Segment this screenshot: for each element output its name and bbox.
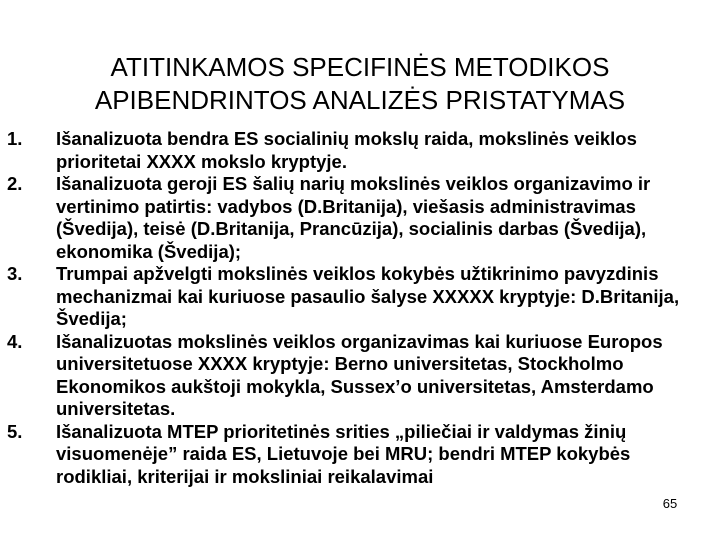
item-number: 5. — [7, 420, 23, 442]
item-number: 3. — [7, 263, 23, 284]
item-number: 2. — [7, 173, 23, 194]
item-text: Išanalizuotas mokslinės veiklos organizavimas kai kuriuose Europos universitetuose XXXX kryptyje: Berno universitetas, Stockholmo Ekonomikos aukštoji mokykla, Sussex’o universitetas, Amsterdamo universitetas. — [56, 330, 663, 419]
list-item-2 — [0, 173, 720, 263]
numbered-list — [0, 128, 720, 488]
title-line-1: ATITINKAMOS SPECIFINĖS METODIKOS — [110, 52, 610, 83]
item-text: Išanalizuota bendra ES socialinių mokslų raida, mokslinės veiklos prioritetai XXXX mokslo kryptyje. — [56, 128, 637, 172]
item-number: 4. — [7, 330, 23, 352]
item-text: Išanalizuota MTEP prioritetinės srities „piliečiai ir valdymas žinių visuomenėje” raida ES, Lietuvoje bei MRU; bendri MTEP kokybės rodikliai, kriterijai ir moksliniai reikalavimai — [56, 420, 631, 487]
item-text: Trumpai apžvelgti mokslinės veiklos kokybės užtikrinimo pavyzdinis mechanizmai kai kuriuose pasaulio šalyse XXXXX kryptyje: D.Britanija, Švedija; — [56, 263, 680, 329]
item-text: Išanalizuota geroji ES šalių narių mokslinės veiklos organizavimo ir vertinimo patirtis: vadybos (D.Britanija), viešasis administravimas (Švedija), teisė (D.Britanija, Prancūzija), socialinis darbas (Švedija), ekonomika (Švedija); — [56, 173, 651, 262]
slide-title — [0, 51, 720, 117]
list-item-4 — [0, 331, 720, 421]
list-item-5 — [0, 421, 720, 489]
list-item-3 — [0, 263, 720, 331]
item-number: 1. — [7, 128, 23, 149]
title-line-2: APIBENDRINTOS ANALIZĖS PRISTATYMAS — [94, 85, 626, 116]
list-item-1 — [0, 128, 720, 173]
page-number: 65 — [662, 496, 678, 511]
